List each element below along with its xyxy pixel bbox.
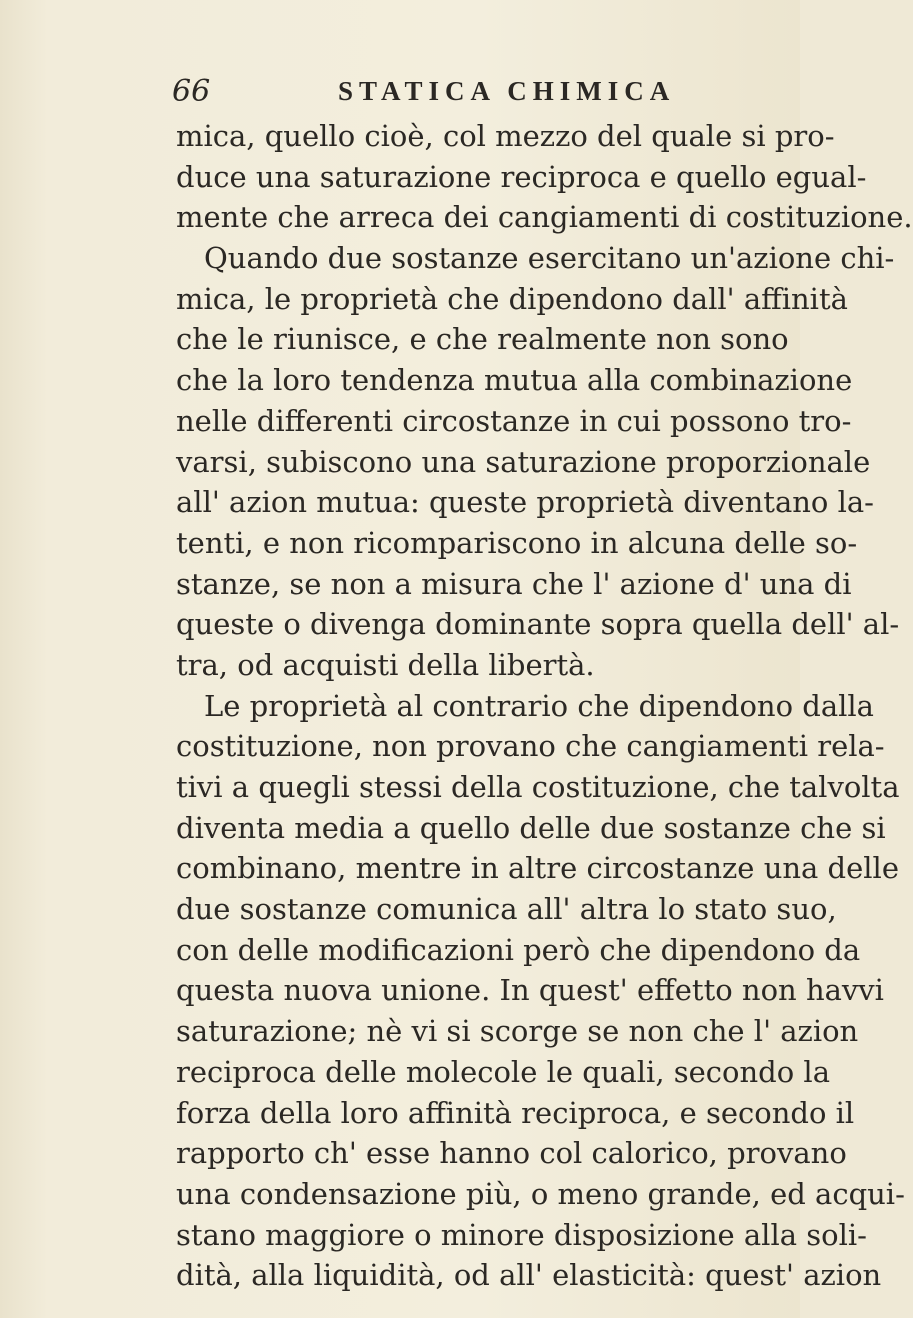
body-text	[176, 116, 913, 1296]
text-line: mica, le proprietà che dipendono dall' affinità	[176, 281, 848, 316]
text-line: mente che arreca dei cangiamenti di costituzione.	[176, 200, 913, 235]
text-line: reciproca delle molecole le quali, secondo la	[176, 1054, 830, 1089]
text-line: mica, quello cioè, col mezzo del quale si pro-	[176, 119, 835, 153]
text-line: varsi, subiscono una saturazione proporzionale	[176, 444, 871, 479]
text-line: queste o divenga dominante sopra quella dell' al-	[176, 607, 900, 642]
text-line: combinano, mentre in altre circostanze una delle	[176, 851, 899, 886]
text-line: due sostanze comunica all' altra lo stato suo,	[176, 892, 837, 927]
text-line: stanze, se non a misura che l' azione d' una di	[176, 566, 852, 601]
text-line: stano maggiore o minore disposizione alla soli-	[176, 1217, 867, 1252]
text-line: nelle differenti circostanze in cui possono tro-	[176, 403, 852, 438]
text-line: forza della loro affinità reciproca, e secondo il	[176, 1095, 855, 1130]
text-line: duce una saturazione reciproca e quello egual-	[176, 159, 867, 194]
text-line: una condensazione più, o meno grande, ed acqui-	[176, 1176, 905, 1211]
text-line: che le riunisce, e che realmente non sono	[176, 322, 789, 357]
text-line: saturazione; nè vi si scorge se non che l' azion	[176, 1014, 859, 1049]
text-line: questa nuova unione. In quest' effetto non havvi	[176, 973, 884, 1008]
page-header	[172, 74, 732, 114]
text-line: Le proprietà al contrario che dipendono dalla	[204, 688, 874, 723]
page-number: 66	[172, 74, 211, 109]
text-line: tivi a quegli stessi della costituzione, che talvolta	[176, 770, 900, 804]
text-line: diventa media a quello delle due sostanze che si	[176, 810, 886, 845]
text-line: con delle modificazioni però che dipendono da	[176, 932, 861, 967]
text-line: rapporto ch' esse hanno col calorico, provano	[176, 1136, 847, 1171]
text-line: tra, od acquisti della libertà.	[176, 647, 595, 682]
text-line: dità, alla liquidità, od all' elasticità: quest' azion	[176, 1258, 882, 1293]
text-line: Quando due sostanze esercitano un'azione chi-	[204, 241, 895, 276]
text-line: all' azion mutua: queste proprietà diventano la-	[176, 485, 874, 520]
text-line: che la loro tendenza mutua alla combinazione	[176, 363, 853, 398]
running-head: STATICA CHIMICA	[338, 76, 676, 106]
text-line: tenti, e non ricompariscono in alcuna delle so-	[176, 525, 858, 560]
text-line: costituzione, non provano che cangiamenti rela-	[176, 729, 885, 764]
